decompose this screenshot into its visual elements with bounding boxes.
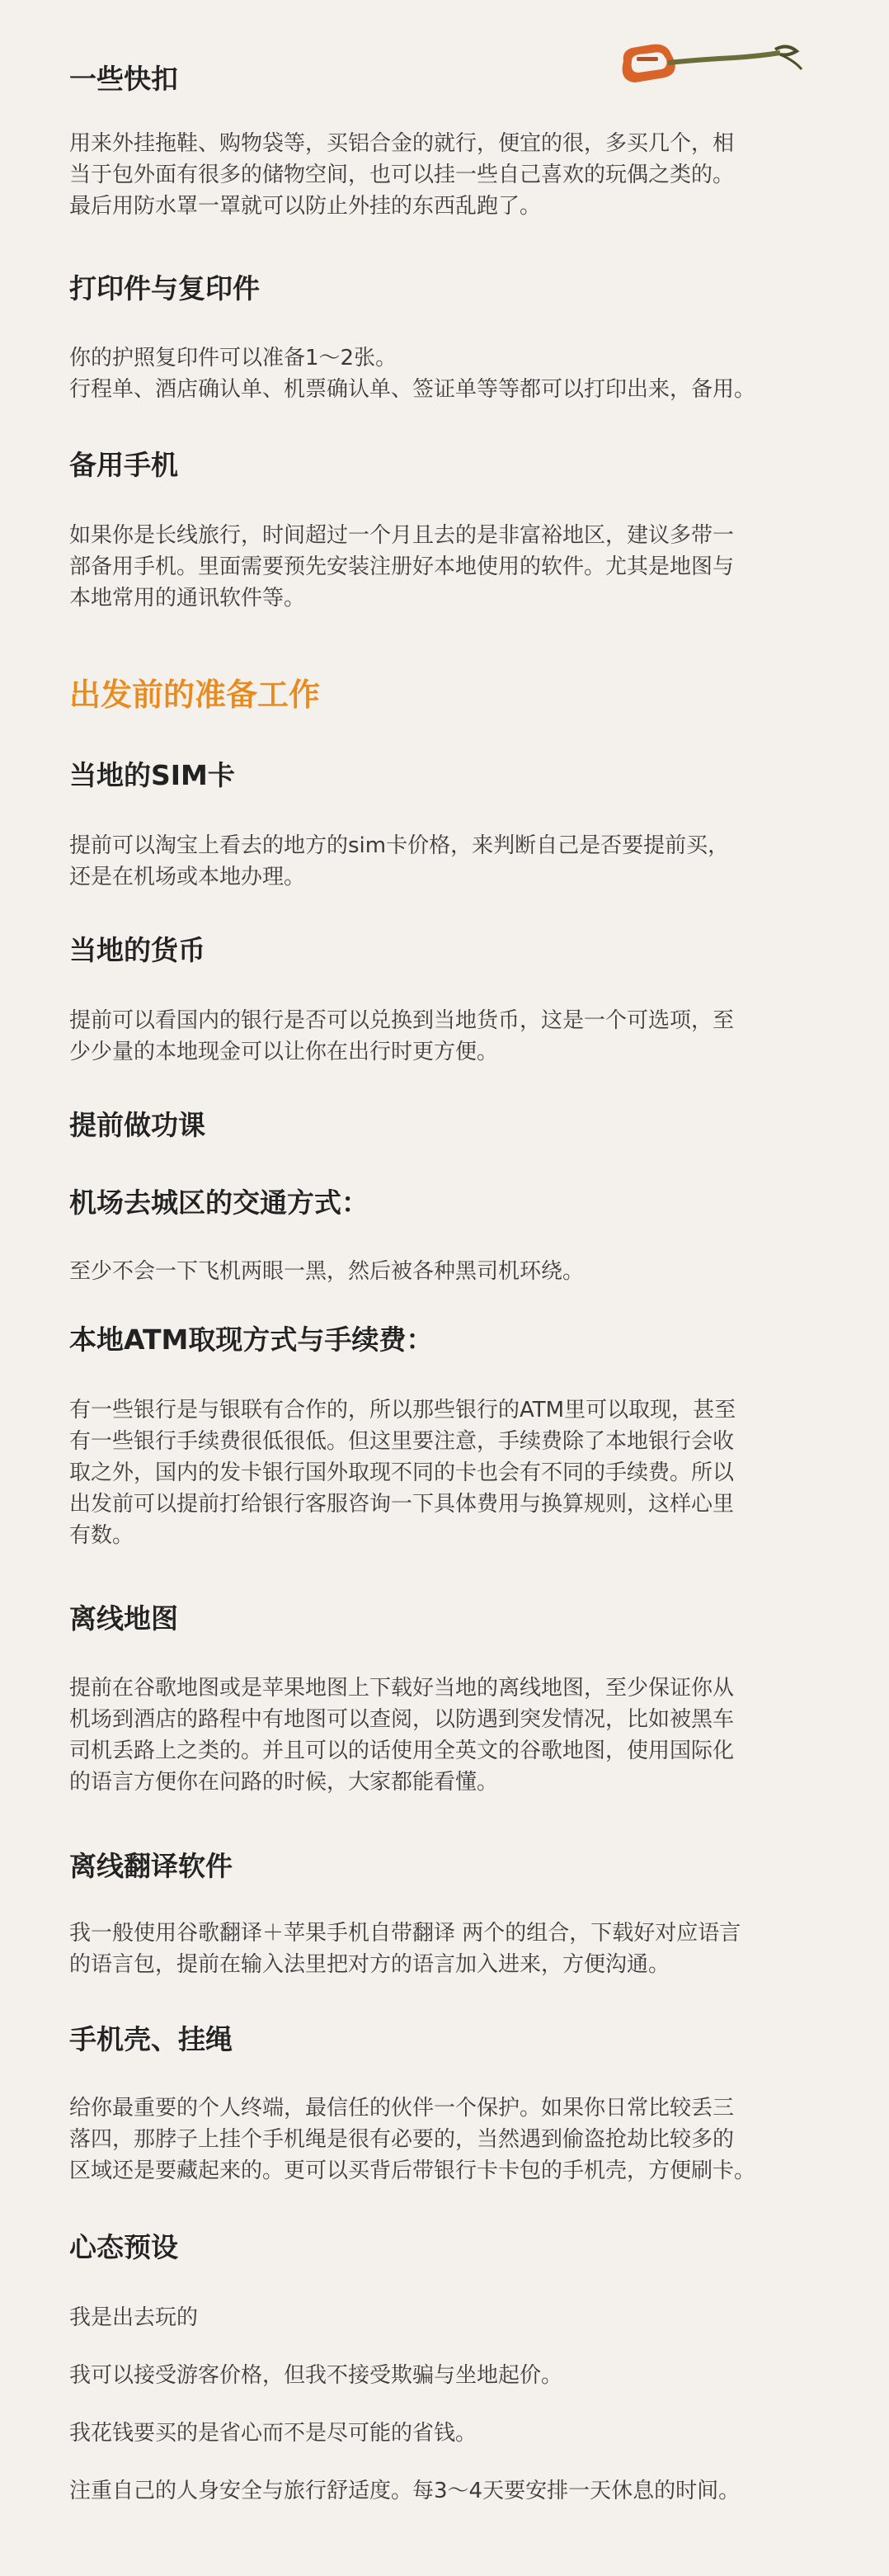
heading-mindset: 心态预设 — [69, 2231, 178, 2263]
mindset-item: 我花钱要买的是省心而不是尽可能的省钱。 — [69, 2421, 477, 2446]
paragraph-line: 提前可以看国内的银行是否可以兑换到当地货币，这是一个可选项，至 — [69, 1008, 735, 1033]
paragraph-line: 提前可以淘宝上看去的地方的sim卡价格，来判断自己是否要提前买， — [69, 833, 730, 858]
heading-homework: 提前做功课 — [69, 1109, 205, 1141]
sim-card-paragraph — [69, 830, 820, 893]
paragraph-line: 有一些银行手续费很低很低。但这里要注意，手续费除了本地银行会收 — [69, 1429, 735, 1454]
paragraph-line: 落四，那脖子上挂个手机绳是很有必要的，当然遇到偷盗抢劫比较多的 — [69, 2127, 735, 2152]
paragraph-line: 行程单、酒店确认单、机票确认单、签证单等等都可以打印出来，备用。 — [69, 377, 756, 402]
airport-transport-paragraph — [69, 1256, 820, 1287]
carabiner-paragraph — [69, 128, 820, 222]
mindset-item: 我可以接受游客价格，但我不接受欺骗与坐地起价。 — [69, 2363, 563, 2388]
paragraph-line: 有一些银行是与银联有合作的，所以那些银行的ATM里可以取现，甚至 — [69, 1398, 736, 1422]
phone-case-paragraph — [69, 2092, 820, 2187]
paragraph-line: 你的护照复印件可以准备1～2张。 — [69, 346, 397, 370]
atm-paragraph — [69, 1394, 820, 1551]
section-title: 出发前的准备工作 — [69, 677, 321, 713]
heading-currency: 当地的货币 — [69, 934, 205, 966]
paragraph-line: 提前在谷歌地图或是苹果地图上下载好当地的离线地图，至少保证你从 — [69, 1676, 735, 1701]
heading-translation: 离线翻译软件 — [69, 1850, 233, 1882]
paragraph-line: 还是在机场或本地办理。 — [69, 865, 306, 889]
heading-backup-phone: 备用手机 — [69, 449, 178, 481]
paragraph-line: 区域还是要藏起来的。更可以买背后带银行卡卡包的手机壳，方便刷卡。 — [69, 2158, 756, 2183]
carabiner-image — [610, 36, 808, 94]
paragraph-line: 当于包外面有很多的储物空间，也可以挂一些自己喜欢的玩偶之类的。 — [69, 163, 735, 187]
paragraph-line: 用来外挂拖鞋、购物袋等，买铝合金的就行，便宜的很，多买几个，相 — [69, 131, 735, 156]
paragraph-line: 至少不会一下飞机两眼一黑，然后被各种黑司机环绕。 — [69, 1259, 585, 1284]
paragraph-line: 的语言包，提前在输入法里把对方的语言加入进来，方便沟通。 — [69, 1952, 670, 1977]
heading-atm: 本地ATM取现方式与手续费： — [69, 1323, 434, 1356]
offline-map-paragraph — [69, 1673, 820, 1798]
translation-paragraph — [69, 1918, 820, 1980]
printouts-paragraph — [69, 342, 820, 405]
backup-phone-paragraph — [69, 520, 820, 614]
paragraph-line: 机场到酒店的路程中有地图可以查阅，以防遇到突发情况，比如被黑车 — [69, 1707, 735, 1732]
paragraph-line: 我一般使用谷歌翻译＋苹果手机自带翻译 两个的组合，下载好对应语言 — [69, 1921, 741, 1946]
paragraph-line: 最后用防水罩一罩就可以防止外挂的东西乱跑了。 — [69, 194, 542, 219]
heading-printouts: 打印件与复印件 — [69, 272, 260, 304]
paragraph-line: 取之外，国内的发卡银行国外取现不同的卡也会有不同的手续费。所以 — [69, 1460, 735, 1485]
mindset-item: 我是出去玩的 — [69, 2305, 199, 2330]
paragraph-line: 少少量的本地现金可以让你在出行时更方便。 — [69, 1040, 499, 1064]
paragraph-line: 部备用手机。里面需要预先安装注册好本地使用的软件。尤其是地图与 — [69, 554, 735, 579]
heading-airport-transport: 机场去城区的交通方式： — [69, 1187, 369, 1219]
mindset-item: 注重自己的人身安全与旅行舒适度。每3～4天要安排一天休息的时间。 — [69, 2479, 741, 2503]
paragraph-line: 有数。 — [69, 1523, 134, 1548]
currency-paragraph — [69, 1005, 820, 1068]
heading-phone-case: 手机壳、挂绳 — [69, 2023, 233, 2055]
paragraph-line: 本地常用的通讯软件等。 — [69, 586, 306, 611]
heading-carabiner: 一些快扣 — [69, 63, 178, 95]
heading-sim-card: 当地的SIM卡 — [69, 759, 235, 791]
paragraph-line: 司机丢路上之类的。并且可以的话使用全英文的谷歌地图，使用国际化 — [69, 1739, 735, 1763]
paragraph-line: 出发前可以提前打给银行客服咨询一下具体费用与换算规则，这样心里 — [69, 1492, 735, 1517]
heading-offline-map: 离线地图 — [69, 1602, 178, 1635]
paragraph-line: 给你最重要的个人终端，最信任的伙伴一个保护。如果你日常比较丢三 — [69, 2096, 735, 2121]
paragraph-line: 如果你是长线旅行，时间超过一个月且去的是非富裕地区，建议多带一 — [69, 523, 735, 548]
paragraph-line: 的语言方便你在问路的时候，大家都能看懂。 — [69, 1770, 499, 1795]
